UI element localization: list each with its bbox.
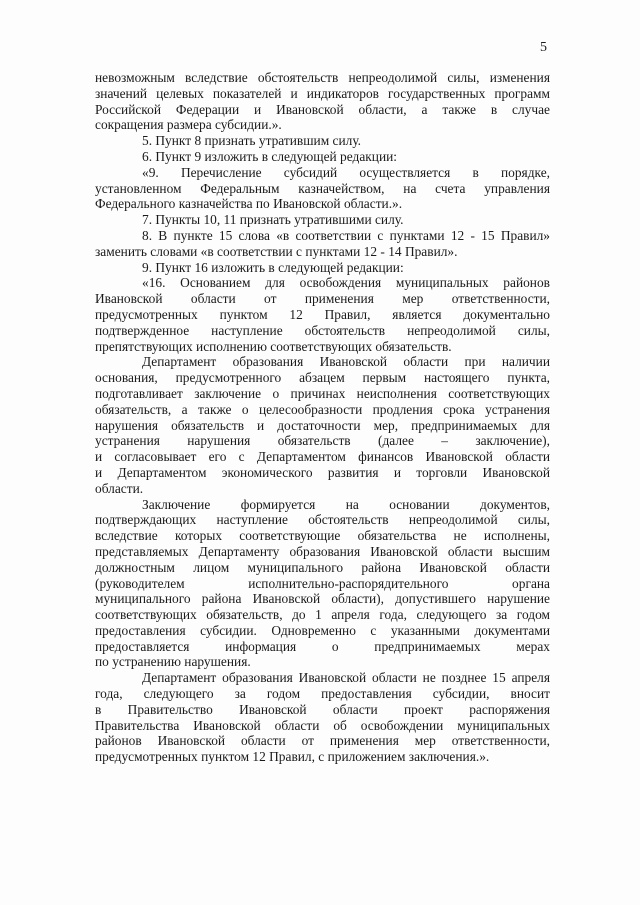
text-line: подтвержденное наступление обстоятельств непреодолимой силы, bbox=[95, 322, 550, 338]
text-line: вследствие которых соответствующие обязательства не исполнены, bbox=[95, 528, 550, 544]
text-line: заменить словами «в соответствии с пунктами 12 - 14 Правил». bbox=[95, 243, 458, 259]
paragraph-p5 bbox=[95, 212, 550, 228]
text-line: Департамент образования Ивановской области не позднее 15 апреля bbox=[142, 670, 550, 686]
text-line: представляемых Департаменту образования Ивановской области высшим bbox=[95, 543, 550, 559]
paragraph-p6 bbox=[95, 228, 550, 260]
text-line: Ивановской области от применения мер ответственности, bbox=[95, 291, 550, 307]
text-line: основания, предусмотренного абзацем первым настоящего пункта, bbox=[95, 370, 550, 386]
text-line: по устранению нарушения. bbox=[95, 654, 251, 670]
text-line: в Правительство Ивановской области проект распоряжения bbox=[95, 701, 550, 717]
text-line: 6. Пункт 9 изложить в следующей редакции: bbox=[142, 148, 398, 164]
paragraph-p9 bbox=[95, 354, 550, 496]
paragraph-p10 bbox=[95, 497, 550, 671]
text-line: 5. Пункт 8 признать утратившим силу. bbox=[142, 133, 362, 149]
text-line: соответствующих обязательств, до 1 апреля года, следующего за годом bbox=[95, 607, 550, 623]
text-line: установленном Федеральным казначейством, на счета управления bbox=[95, 180, 550, 196]
text-line: обязательств, а также о целесообразности продления срока устранения bbox=[95, 401, 550, 417]
text-line: «16. Основанием для освобождения муниципальных районов bbox=[142, 275, 550, 291]
text-line: невозможным вследствие обстоятельств непреодолимой силы, изменения bbox=[95, 70, 550, 85]
text-line: устранения нарушения обязательств (далее – заключение), bbox=[95, 433, 550, 449]
paragraph-p11 bbox=[95, 670, 550, 765]
text-line: значений целевых показателей и индикаторов государственных программ bbox=[95, 85, 550, 101]
text-line: предусмотренных пунктом 12 Правил, является документально bbox=[95, 306, 550, 322]
text-line: Департамент образования Ивановской области при наличии bbox=[142, 354, 550, 370]
text-line: 7. Пункты 10, 11 признать утратившими силу. bbox=[142, 212, 404, 228]
text-line: предусмотренных пунктом 12 Правил, с приложением заключения.». bbox=[95, 749, 490, 765]
paragraph-p3 bbox=[95, 149, 550, 165]
paragraph-p8 bbox=[95, 275, 550, 354]
text-line: муниципального района Ивановской области), допустившего нарушение bbox=[95, 591, 550, 607]
text-line: должностным лицом муниципального района Ивановской области bbox=[95, 559, 550, 575]
paragraph-p7 bbox=[95, 260, 550, 276]
paragraph-p2 bbox=[95, 133, 550, 149]
text-line: 8. В пункте 15 слова «в соответствии с пунктами 12 - 15 Правил» bbox=[142, 227, 550, 243]
text-line: (руководителем исполнительно-распорядительного органа bbox=[95, 575, 550, 591]
text-line: Заключение формируется на основании документов, bbox=[142, 496, 550, 512]
document-body bbox=[95, 70, 550, 765]
text-line: подтверждающих наступление обстоятельств непреодолимой силы, bbox=[95, 512, 550, 528]
text-line: подготавливает заключение о причинах неисполнения соответствующих bbox=[95, 385, 550, 401]
text-line: препятствующих исполнению соответствующих обязательств. bbox=[95, 338, 452, 354]
text-line: нарушения обязательств и достаточности мер, предпринимаемых для bbox=[95, 417, 550, 433]
paragraph-p1 bbox=[95, 70, 550, 133]
text-line: предоставляется информация о предпринимаемых мерах bbox=[95, 638, 550, 654]
page-number: 5 bbox=[540, 40, 547, 55]
text-line: сокращения размера субсидии.». bbox=[95, 117, 282, 133]
text-line: области. bbox=[95, 480, 144, 496]
paragraph-p4 bbox=[95, 165, 550, 212]
text-line: и Департаментом экономического развития и торговли Ивановской bbox=[95, 464, 550, 480]
text-line: районов Ивановской области от применения мер ответственности, bbox=[95, 733, 550, 749]
text-line: Федерального казначейства по Ивановской области.». bbox=[95, 196, 403, 212]
text-line: Правительства Ивановской области об освобождении муниципальных bbox=[95, 717, 550, 733]
text-line: 9. Пункт 16 изложить в следующей редакции: bbox=[142, 259, 404, 275]
text-line: «9. Перечисление субсидий осуществляется в порядке, bbox=[142, 164, 550, 180]
text-line: предоставления субсидии. Одновременно с указанными документами bbox=[95, 622, 550, 638]
text-line: года, следующего за годом предоставления субсидии, вносит bbox=[95, 686, 550, 702]
text-line: Российской Федерации и Ивановской области, а также в случае bbox=[95, 101, 550, 117]
text-line: и согласовывает его с Департаментом финансов Ивановской области bbox=[95, 449, 550, 465]
